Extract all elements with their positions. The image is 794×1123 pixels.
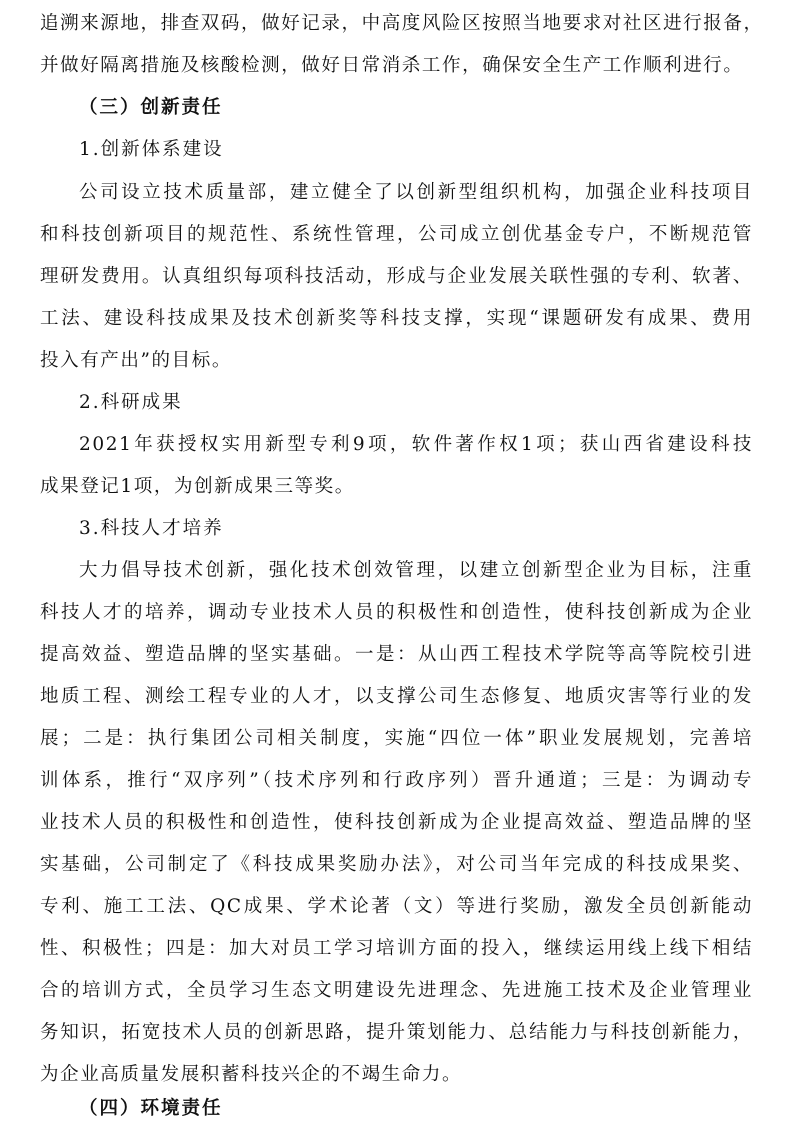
text-line: 性、积极性；四是：加大对员工学习培训方面的投入，继续运用线上线下相结 <box>40 938 753 959</box>
text-line: 理研发费用。认真组织每项科技活动，形成与企业发展关联性强的专利、软著、 <box>40 266 753 287</box>
subsection-heading: 2.科研成果 <box>79 392 183 413</box>
text-line: 实基础，公司制定了《科技成果奖励办法》，对公司当年完成的科技成果奖、 <box>40 854 753 875</box>
section-heading: （三）创新责任 <box>79 97 223 118</box>
text-line: 训体系，推行“双序列”（技术序列和行政序列）晋升通道；三是：为调动专 <box>40 770 753 791</box>
text-line: 成果登记1项，为创新成果三等奖。 <box>40 476 355 497</box>
text-line: 工法、建设科技成果及技术创新奖等科技支撑，实现“课题研发有成果、费用 <box>40 308 753 329</box>
text-line: 专利、施工工法、QC成果、学术论著（文）等进行奖励，激发全员创新能动 <box>40 896 753 917</box>
text-line: 并做好隔离措施及核酸检测，做好日常消杀工作，确保安全生产工作顺利进行。 <box>40 55 744 76</box>
text-line: 2021年获授权实用新型专利9项，软件著作权1项；获山西省建设科技 <box>79 434 753 455</box>
section-heading: （四）环境责任 <box>79 1098 223 1119</box>
text-line: 为企业高质量发展积蓄科技兴企的不竭生命力。 <box>40 1064 463 1085</box>
text-line: 地质工程、测绘工程专业的人才，以支撑公司生态修复、地质灾害等行业的发 <box>40 686 753 707</box>
text-line: 展；二是：执行集团公司相关制度，实施“四位一体”职业发展规划，完善培 <box>40 728 753 749</box>
subsection-heading: 3.科技人才培养 <box>79 518 224 539</box>
text-line: 公司设立技术质量部，建立健全了以创新型组织机构，加强企业科技项目 <box>79 182 753 203</box>
text-line: 务知识，拓宽技术人员的创新思路，提升策划能力、总结能力与科技创新能力， <box>40 1022 753 1043</box>
text-line: 大力倡导技术创新，强化技术创效管理，以建立创新型企业为目标，注重 <box>79 560 753 581</box>
text-line: 科技人才的培养，调动专业技术人员的积极性和创造性，使科技创新成为企业 <box>40 602 753 623</box>
text-line: 投入有产出”的目标。 <box>40 350 232 371</box>
text-line: 和科技创新项目的规范性、系统性管理，公司成立创优基金专户，不断规范管 <box>40 224 753 245</box>
text-line: 追溯来源地，排查双码，做好记录，中高度风险区按照当地要求对社区进行报备， <box>40 13 764 34</box>
text-line: 合的培训方式，全员学习生态文明建设先进理念、先进施工技术及企业管理业 <box>40 980 753 1001</box>
text-line: 业技术人员的积极性和创造性，使科技创新成为企业提高效益、塑造品牌的坚 <box>40 812 753 833</box>
text-line: 提高效益、塑造品牌的坚实基础。一是：从山西工程技术学院等高等院校引进 <box>40 644 753 665</box>
subsection-heading: 1.创新体系建设 <box>79 139 224 160</box>
